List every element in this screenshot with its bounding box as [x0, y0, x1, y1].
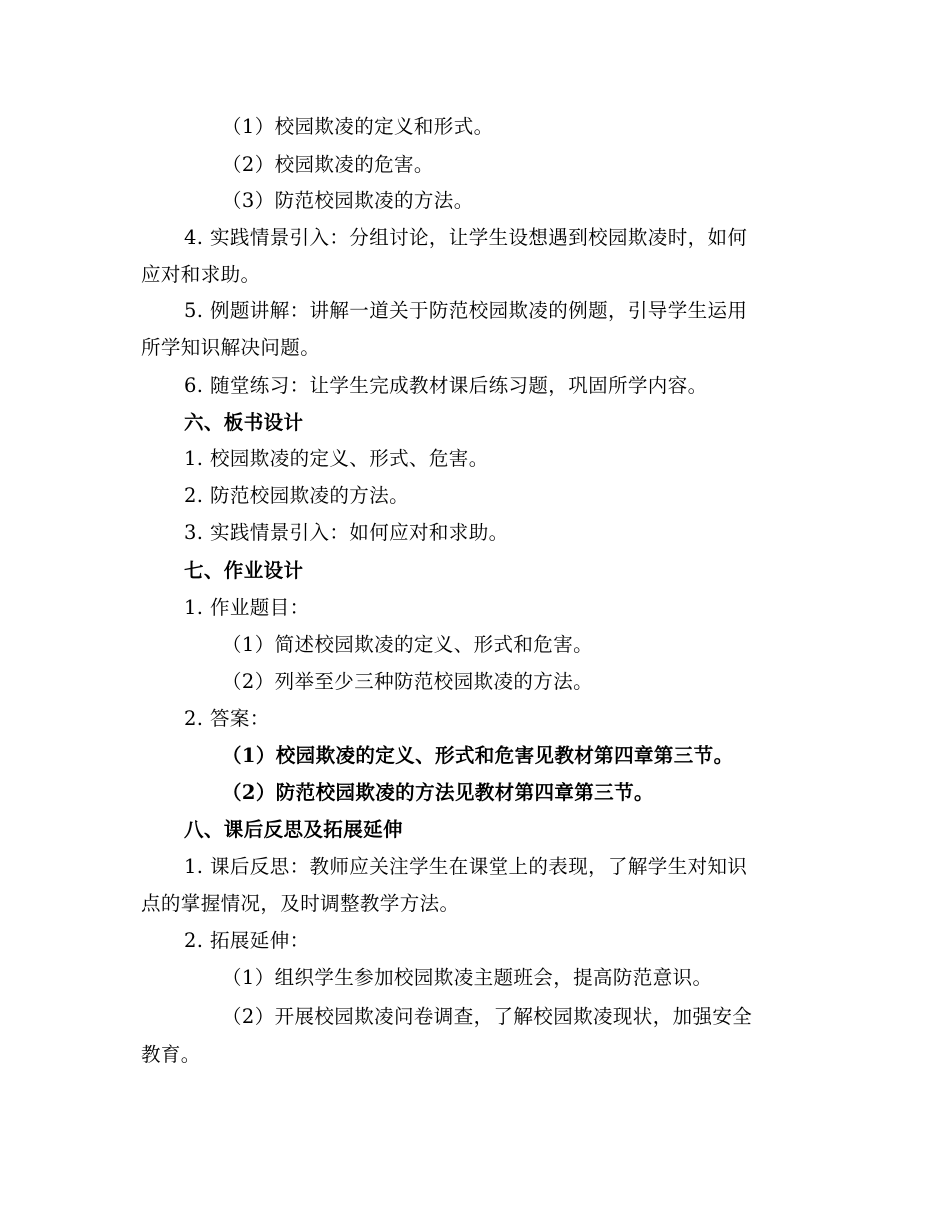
text-line: （1）组织学生参加校园欺凌主题班会，提高防范意识。 — [222, 966, 713, 989]
text-line: 1. 课后反思：教师应关注学生在课堂上的表现，了解学生对知识 — [184, 855, 748, 878]
text-line: 点的掌握情况，及时调整教学方法。 — [141, 892, 460, 915]
text-line: 6. 随堂练习：让学生完成教材课后练习题，巩固所学内容。 — [184, 374, 708, 397]
text-line: （1）简述校园欺凌的定义、形式和危害。 — [222, 633, 594, 656]
text-line: （1）校园欺凌的定义和形式。 — [222, 115, 494, 138]
text-line-bold: （1）校园欺凌的定义、形式和危害见教材第四章第三节。 — [222, 744, 734, 767]
text-line: 4. 实践情景引入：分组讨论，让学生设想遇到校园欺凌时，如何 — [184, 226, 748, 249]
text-line: 教育。 — [141, 1043, 201, 1066]
text-line: 1. 校园欺凌的定义、形式、危害。 — [184, 447, 489, 470]
text-line: 应对和求助。 — [141, 263, 261, 286]
section-heading: 七、作业设计 — [184, 559, 304, 582]
text-line: 1. 作业题目： — [184, 596, 310, 619]
text-line: 3. 实践情景引入：如何应对和求助。 — [184, 521, 509, 544]
section-heading: 六、板书设计 — [184, 411, 304, 434]
text-line: （2）列举至少三种防范校园欺凌的方法。 — [222, 670, 594, 693]
section-heading: 八、课后反思及拓展延伸 — [184, 818, 403, 841]
text-line: （2）校园欺凌的危害。 — [222, 153, 434, 176]
text-line: 2. 防范校园欺凌的方法。 — [184, 484, 410, 507]
text-line-bold: （2）防范校园欺凌的方法见教材第四章第三节。 — [222, 781, 654, 804]
text-line: 2. 拓展延伸： — [184, 929, 310, 952]
text-line: 所学知识解决问题。 — [141, 336, 321, 359]
text-line: 2. 答案： — [184, 707, 270, 730]
text-line: （2）开展校园欺凌问卷调查，了解校园欺凌现状，加强安全 — [222, 1005, 753, 1028]
text-line: （3）防范校园欺凌的方法。 — [222, 189, 474, 212]
text-line: 5. 例题讲解：讲解一道关于防范校园欺凌的例题，引导学生运用 — [184, 299, 748, 322]
